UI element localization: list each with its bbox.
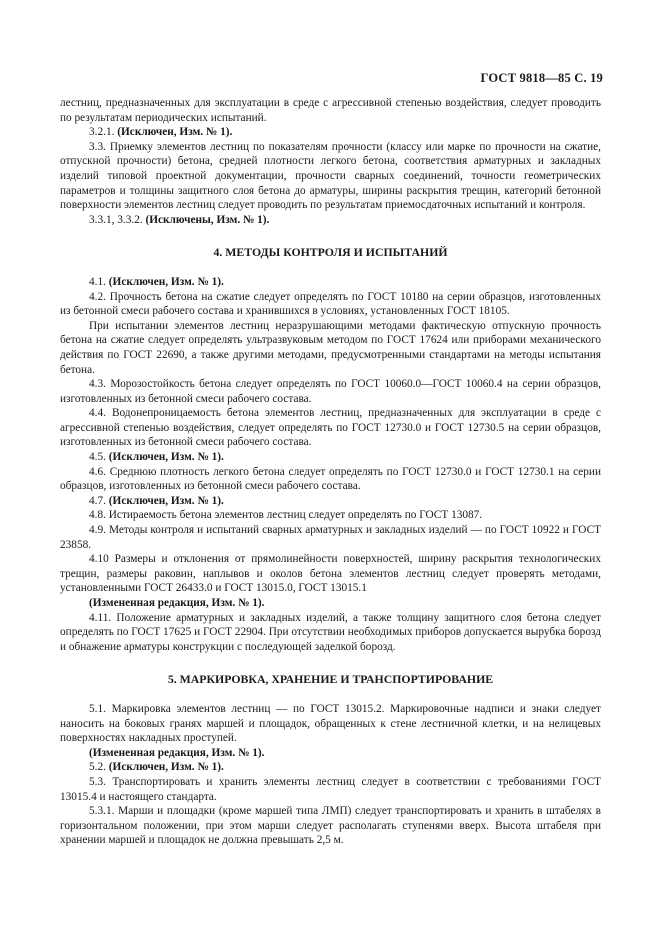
section-heading: 5. МАРКИРОВКА, ХРАНЕНИЕ И ТРАНСПОРТИРОВАНИЕ [167, 672, 494, 687]
paragraph [60, 450, 601, 465]
amendment-note: (Исключен, Изм. № 1). [108, 494, 224, 507]
paragraph: 4.3. Морозостойкость бетона следует определять по ГОСТ 10060.0—ГОСТ 10060.4 на серии образцов, изготовленных из бетонной смеси рабочего состава. [60, 378, 601, 405]
paragraph [60, 125, 601, 140]
paragraph: лестниц, предназначенных для эксплуатации в среде с агрессивной степенью воздействия, следует проводить по результатам периодических испытаний. [60, 97, 601, 124]
amendment-note: (Исключен, Изм. № 1). [108, 761, 224, 774]
paragraph [60, 596, 601, 611]
paragraph: 3.3. Приемку элементов лестниц по показателям прочности (классу или марке по прочности на сжатие, отпускной прочности) бетона, средней плотности легкого бетона, соответствия арматурных и закладных изделий типовой проектной документации, прочности сварных соединений, точности геометрических параметров и толщины защитного слоя бетона до арматуры, ширины раскрытия трещин, категорий бетонной поверхности элементов лестниц следует проводить по результатам приемосдаточных испытаний и контроля. [60, 140, 601, 212]
section-heading: 4. МЕТОДЫ КОНТРОЛЯ И ИСПЫТАНИЙ [213, 245, 448, 260]
paragraph [60, 494, 601, 509]
paragraph: 4.11. Положение арматурных и закладных изделий, а также толщину защитного слоя бетона следует определять по ГОСТ 17625 и ГОСТ 22904. При отсутствии необходимых приборов допускается вырубка борозд и обнажение арматуры конструкции с последующей заделкой борозд. [60, 611, 601, 653]
amendment-note: (Исключен, Изм. № 1). [108, 275, 224, 288]
paragraph [60, 760, 601, 775]
clause-number: 3.3.1, 3.3.2. [89, 213, 146, 226]
amendment-note: (Измененная редакция, Изм. № 1). [89, 597, 265, 609]
amendment-note: (Исключены, Изм. № 1). [145, 213, 270, 226]
paragraph [60, 213, 601, 228]
clause-number: 4.5. [89, 451, 109, 464]
paragraph: 4.10 Размеры и отклонения от прямолинейности поверхностей, ширину раскрытия технологических трещин, размеры раковин, наплывов и околов бетона элементов лестниц следует проверять методами, установленными ГОСТ 26433.0 и ГОСТ 13015.0, ГОСТ 13015.1 [60, 553, 601, 595]
paragraph: 4.2. Прочность бетона на сжатие следует определять по ГОСТ 10180 на серии образцов, изготовленных из бетонной смеси рабочего состава и хранившихся в условиях, установленных ГОСТ 18105. [60, 290, 601, 318]
amendment-note: (Исключен, Изм. № 1). [117, 126, 233, 139]
amendment-note: (Измененная редакция, Изм. № 1). [89, 746, 265, 759]
paragraph: 5.1. Маркировка элементов лестниц — по ГОСТ 13015.2. Маркировочные надписи и знаки следует наносить на боковых гранях маршей и площадок, обращенных к стене лестничной клетки, и на нелицевых поверхностях накладных проступей. [60, 702, 601, 745]
paragraph: 4.8. Истираемость бетона элементов лестниц следует определять по ГОСТ 13087. [89, 509, 483, 522]
paragraph [60, 275, 601, 290]
paragraph: 4.4. Водонепроницаемость бетона элементов лестниц, предназначенных для эксплуатации в среде с агрессивной степенью воздействия, следует определять по ГОСТ 12730.0 и ГОСТ 12730.5 на серии образцов, изготовленных из бетонной смеси рабочего состава. [60, 407, 601, 449]
clause-number: 3.2.1. [89, 126, 118, 139]
amendment-note: (Исключен, Изм. № 1). [108, 451, 224, 464]
paragraph: 4.9. Методы контроля и испытаний сварных арматурных и закладных изделий — по ГОСТ 10922 и ГОСТ 23858. [60, 524, 601, 551]
paragraph: При испытании элементов лестниц неразрушающими методами фактическую отпускную прочность бетона на сжатие следует определять ультразвуковым методом по ГОСТ 17624 или приборами механического действия по ГОСТ 22690, а также другими методами, предусмотренными стандартами на методы испытания бетона. [60, 319, 601, 376]
clause-number: 4.1. [89, 275, 109, 288]
paragraph: 5.3. Транспортировать и хранить элементы лестниц следует в соответствии с требованиями ГОСТ 13015.4 и настоящего стандарта. [60, 775, 601, 803]
paragraph: 5.3.1. Марши и площадки (кроме маршей типа ЛМП) следует транспортировать и хранить в штабелях в горизонтальном положении, при этом марши следует располагать ступенями вверх. Высота штабеля при хранении маршей и площадок не должна превышать 2,5 м. [60, 805, 601, 847]
document-body [60, 96, 601, 848]
clause-number: 4.7. [89, 494, 109, 507]
paragraph [60, 746, 601, 761]
running-head: ГОСТ 9818—85 С. 19 [480, 71, 603, 85]
paragraph: 4.6. Среднюю плотность легкого бетона следует определять по ГОСТ 12730.0 и ГОСТ 12730.1 на серии образцов, изготовленных из бетонной смеси рабочего состава. [60, 465, 601, 493]
clause-number: 5.2. [89, 761, 109, 774]
